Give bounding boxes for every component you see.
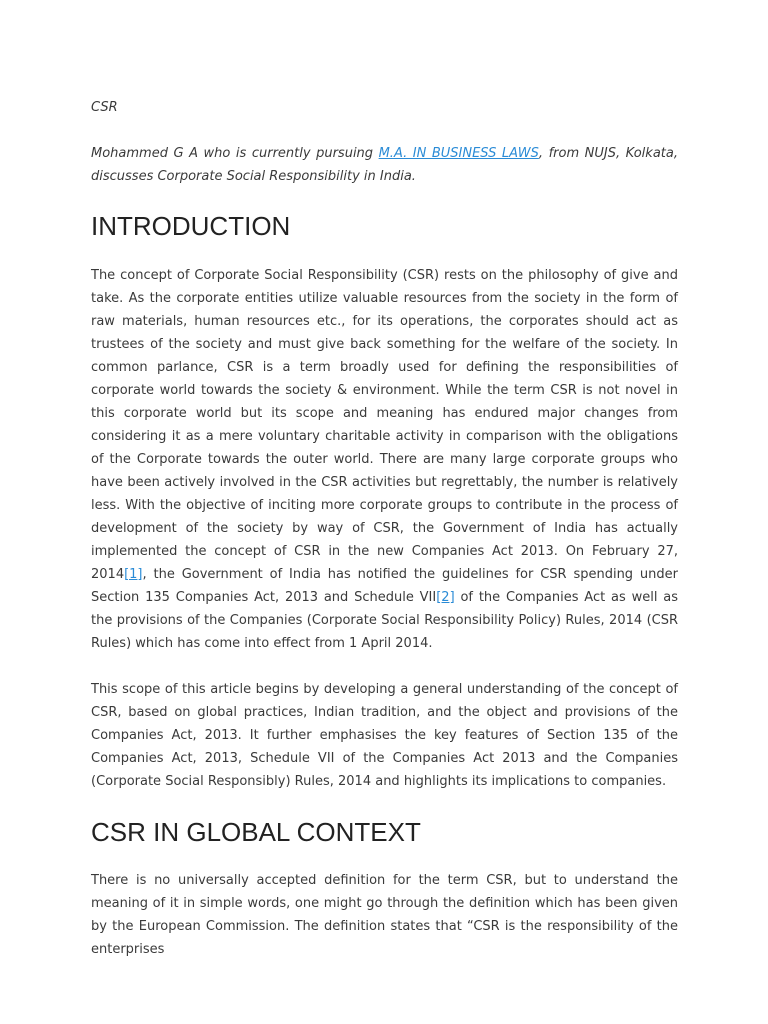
document-content <box>91 96 678 961</box>
document-label: CSR <box>91 100 118 115</box>
footnote-link-1[interactable]: [1] <box>124 567 143 582</box>
global-paragraph-1: There is no universally accepted definition for the term CSR, but to understand the meaning of it in simple words, one might go through the definition which has been given by the European Commission. The definition states that “CSR is the responsibility of the enterprises <box>91 873 678 957</box>
intro-text-part-3: of the Companies Act as well as the provisions of the Companies (Corporate Social Responsibility Policy) Rules, 2014 (CSR Rules) which has come into effect from 1 April 2014. <box>91 590 678 651</box>
paragraph-spacer <box>91 655 678 678</box>
intro-paragraph-1 <box>91 264 678 655</box>
intro-paragraph-2: This scope of this article begins by developing a general understanding of the concept of CSR, based on global practices, Indian tradition, and the object and provisions of the Companies Act, 2013. It further emphasises the key features of Section 135 of the Companies Act, 2013, Schedule VII of the Companies Act 2013 and the Companies (Corporate Social Responsibly) Rules, 2014 and highlights its implications to companies. <box>91 682 678 789</box>
author-byline <box>91 142 678 188</box>
course-link[interactable]: M.A. IN BUSINESS LAWS <box>378 146 539 161</box>
byline-text-before: Mohammed G A who is currently pursuing <box>91 146 379 161</box>
footnote-link-2[interactable]: [2] <box>436 590 455 605</box>
intro-text-part-1: The concept of Corporate Social Responsibility (CSR) rests on the philosophy of give and take. As the corporate entities utilize valuable resources from the society in the form of raw materials, human resources etc., for its operations, the corporates should act as trustees of the society and must give back something for the welfare of the society. In common parlance, CSR is a term broadly used for defining the responsibilities of corporate world towards the society & environment. While the term CSR is not novel in this corporate world but its scope and meaning has endured major changes from considering it as a mere voluntary charitable activity in comparison with the obligations of the Corporate towards the outer world. There are many large corporate groups who have been actively involved in the CSR activities but regrettably, the number is relatively less. With the objective of inciting more corporate groups to contribute in the process of development of the society by way of CSR, the Government of India has actually implemented the concept of CSR in the new Companies Act 2013. On February 27, 2014 <box>91 268 678 582</box>
intro-text-part-2: , the Government of India has notified the guidelines for CSR spending under Section 135 Companies Act, 2013 and Schedule VII <box>91 567 678 605</box>
section-heading-global-context: CSR IN GLOBAL CONTEXT <box>91 817 421 847</box>
byline-text-after: , from NUJS, Kolkata, discusses Corporate Social Responsibility in India. <box>91 146 678 184</box>
section-heading-introduction: INTRODUCTION <box>91 211 291 241</box>
